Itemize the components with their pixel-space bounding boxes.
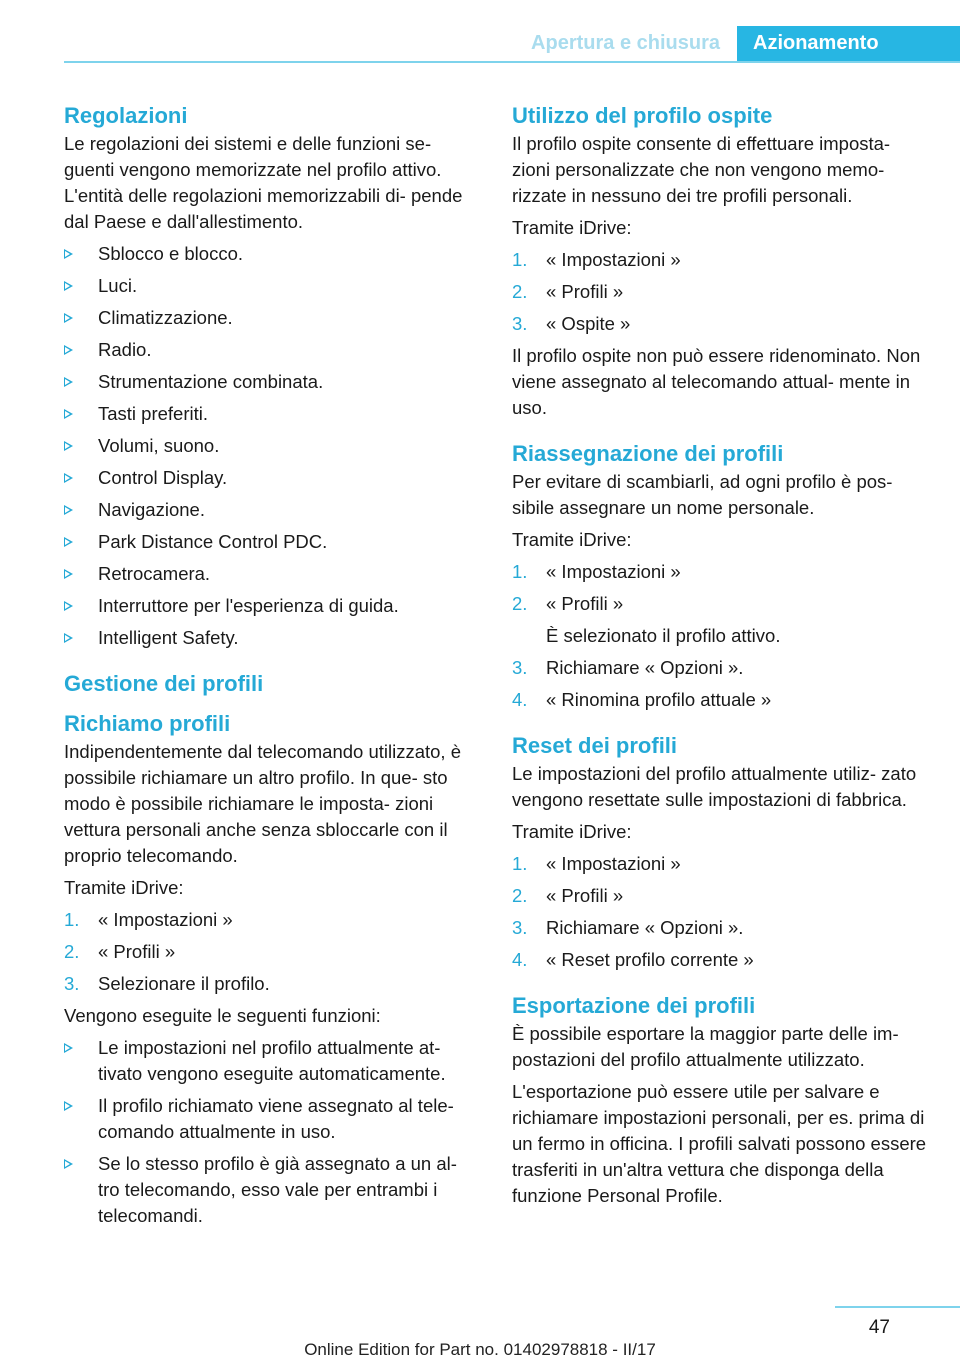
triangle-bullet-icon [64,601,73,611]
step-item: 3. Richiamare « Opzioni ». [512,917,744,938]
list-item: Interruttore per l'esperienza di guida. [64,593,478,619]
triangle-bullet-icon [64,505,73,515]
ospite-note: Il profilo ospite non può essere ridenominato. Non viene assegnato al telecomando attual- mente in uso. [512,345,921,418]
page-number: 47 [868,1317,890,1338]
triangle-bullet-icon [64,1043,73,1053]
list-item: Il profilo richiamato viene assegnato al tele- comando attualmente in uso. [64,1093,478,1145]
triangle-bullet-icon [64,537,73,547]
list-item: Control Display. [64,465,478,491]
heading-reset-profili: Reset dei profili [512,733,678,758]
list-item: Volumi, suono. [64,433,478,459]
triangle-bullet-icon [64,1101,73,1111]
right-column [512,101,932,1215]
triangle-bullet-icon [64,409,73,419]
step-item: 3. « Ospite » [512,313,631,334]
step-item: 4. « Rinomina profilo attuale » [512,689,772,710]
richiamo-functions-label: Vengono eseguite le seguenti funzioni: [64,1005,381,1026]
footer-rule [835,1306,960,1308]
triangle-bullet-icon [64,569,73,579]
step-note: È selezionato il profilo attivo. [546,625,781,646]
header-rule [64,61,960,63]
triangle-bullet-icon [64,249,73,259]
step-item: 1. « Impostazioni » [512,853,681,874]
heading-richiamo-profili: Richiamo profili [64,711,231,736]
tab-apertura-e-chiusura: Apertura e chiusura [531,32,720,54]
list-item: Tasti preferiti. [64,401,478,427]
list-item: Navigazione. [64,497,478,523]
list-item: Sblocco e blocco. [64,241,478,267]
ospite-intro: Il profilo ospite consente di effettuare imposta- zioni personalizzate che non vengono memo- rizzate in nessuno dei tre profili personali. [512,133,891,206]
richiamo-functions-list [64,1035,478,1229]
step-item: 3. Selezionare il profilo. [64,973,270,994]
triangle-bullet-icon [64,633,73,643]
step-item: 2. « Profili » [512,281,624,302]
richiamo-idrive-label: Tramite iDrive: [64,877,184,898]
list-item: Intelligent Safety. [64,625,478,651]
triangle-bullet-icon [64,1159,73,1169]
triangle-bullet-icon [64,473,73,483]
heading-riassegnazione-profili: Riassegnazione dei profili [512,441,784,466]
heading-esportazione-profili: Esportazione dei profili [512,993,756,1018]
reset-idrive-label: Tramite iDrive: [512,821,632,842]
triangle-bullet-icon [64,313,73,323]
triangle-bullet-icon [64,377,73,387]
list-item: Luci. [64,273,478,299]
step-item: 2. « Profili » [512,885,624,906]
heading-profilo-ospite: Utilizzo del profilo ospite [512,103,773,128]
triangle-bullet-icon [64,345,73,355]
tab-azionamento: Azionamento [737,26,960,62]
step-item: 2. « Profili » È selezionato il profilo attivo. [512,591,932,649]
step-item: 4. « Reset profilo corrente » [512,949,754,970]
list-item: Radio. [64,337,478,363]
riassegnazione-steps [512,559,932,713]
step-item: 3. Richiamare « Opzioni ». [512,657,744,678]
step-item: 1. « Impostazioni » [512,561,681,582]
triangle-bullet-icon [64,281,73,291]
regolazioni-intro: Le regolazioni dei sistemi e delle funzioni se- guenti vengono memorizzate nel profilo attivo. L'entità delle regolazioni memorizzabili di- pende dal Paese e dall'allestimento. [64,133,463,232]
list-item: Park Distance Control PDC. [64,529,478,555]
esportazione-intro: È possibile esportare la maggior parte delle im- postazioni del profilo attualmente utilizzato. [512,1023,899,1070]
regolazioni-list [64,241,478,651]
step-item: 2. « Profili » [64,941,176,962]
richiamo-intro: Indipendentemente dal telecomando utilizzato, è possibile richiamare un altro profilo. In que- sto modo è possibile richiamare le imposta- zioni vettura personali anche senza sbloccarle con il proprio telecomando. [64,741,461,866]
list-item: Le impostazioni nel profilo attualmente at- tivato vengono eseguite automaticamente. [64,1035,478,1087]
heading-gestione-profili: Gestione dei profili [64,671,264,696]
list-item: Climatizzazione. [64,305,478,331]
list-item: Strumentazione combinata. [64,369,478,395]
heading-regolazioni: Regolazioni [64,103,188,128]
step-item: 1. « Impostazioni » [64,909,233,930]
riassegnazione-intro: Per evitare di scambiarli, ad ogni profilo è pos- sibile assegnare un nome personale. [512,471,893,518]
triangle-bullet-icon [64,441,73,451]
reset-steps [512,851,932,973]
richiamo-steps [64,907,478,997]
list-item: Retrocamera. [64,561,478,587]
left-column [64,101,478,1235]
reset-intro: Le impostazioni del profilo attualmente utiliz- zato vengono resettate sulle impostazioni di fabbrica. [512,763,917,810]
list-item: Se lo stesso profilo è già assegnato a un al- tro telecomando, esso vale per entrambi i telecomandi. [64,1151,478,1229]
step-item: 1. « Impostazioni » [512,249,681,270]
ospite-idrive-label: Tramite iDrive: [512,217,632,238]
footer-edition: Online Edition for Part no. 01402978818 - II/17 [304,1340,656,1359]
ospite-steps [512,247,932,337]
esportazione-detail: L'esportazione può essere utile per salvare e richiamare impostazioni personali, per es. prima di un fermo in officina. I profili salvati possono essere trasferiti in un'altra vettura che disponga della funzione Personal Profile. [512,1081,927,1206]
riassegnazione-idrive-label: Tramite iDrive: [512,529,632,550]
